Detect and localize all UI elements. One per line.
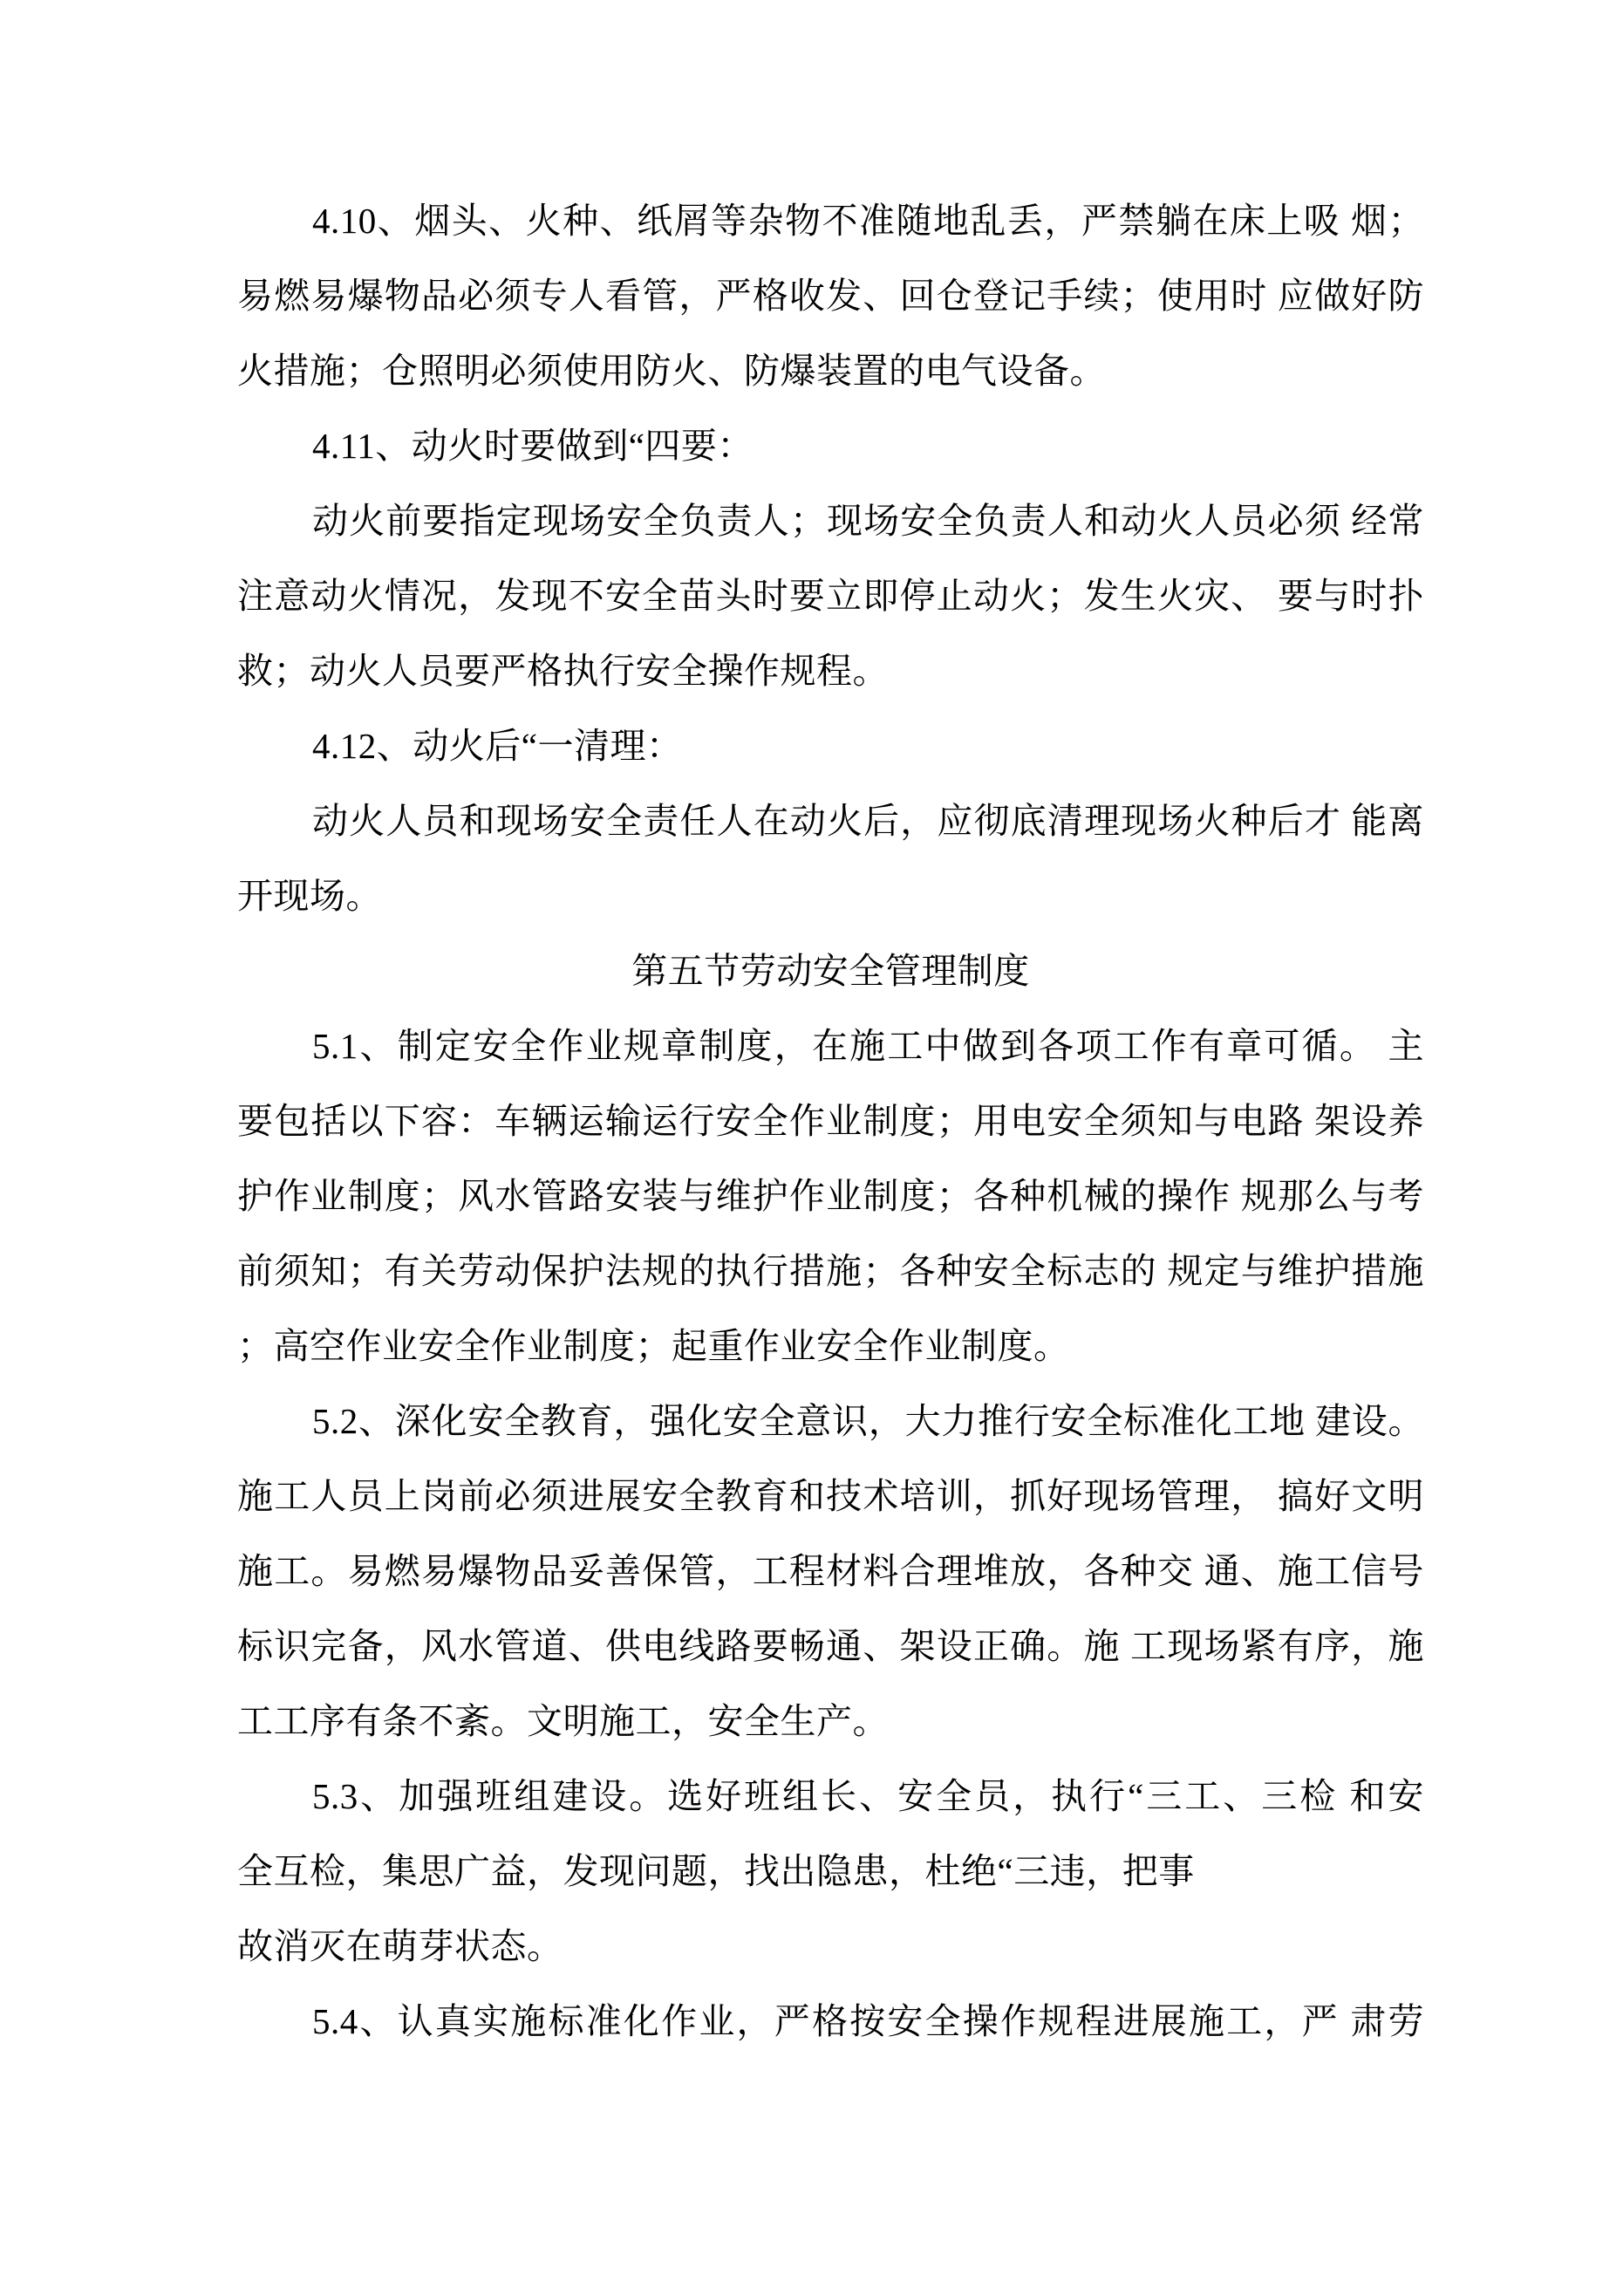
text-line: 5.2、深化安全教育，强化安全意识，大力推行安全标准化工地 建设。 [312, 1401, 1424, 1441]
section-heading: 第五节劳动安全管理制度 [631, 951, 1030, 991]
text-line: 施工。易燃易爆物品妥善保管，工程材料合理堆放，各种交 通、施工信号 [237, 1551, 1424, 1591]
text-line: 工工序有条不紊。文明施工，安全生产。 [237, 1701, 889, 1741]
text-line: 施工人员上岗前必须进展安全教育和技术培训，抓好现场管理， 搞好文明 [237, 1476, 1424, 1516]
text-line: 4.12、动火后“一清理： [312, 726, 683, 766]
text-line: ；高空作业安全作业制度；起重作业安全作业制度。 [237, 1326, 1070, 1366]
text-line: 5.1、制定安全作业规章制度，在施工中做到各项工作有章可循。 主 [312, 1026, 1424, 1066]
text-line: 护作业制度；风水管路安装与维护作业制度；各种机械的操作 规那么与考 [237, 1176, 1424, 1216]
text-line: 开现场。 [237, 876, 382, 916]
text-line: 前须知；有关劳动保护法规的执行措施；各种安全标志的 规定与维护措施 [237, 1251, 1424, 1291]
text-line: 故消灭在萌芽状态。 [237, 1926, 563, 1966]
text-line: 全互检，集思广益，发现问题，找出隐患，杜绝“三违，把事 [237, 1851, 1195, 1891]
text-line: 动火人员和现场安全责任人在动火后，应彻底清理现场火种后才 能离 [312, 801, 1424, 841]
text-line: 要包括以下容：车辆运输运行安全作业制度；用电安全须知与电路 架设养 [237, 1101, 1424, 1141]
text-line: 动火前要指定现场安全负责人；现场安全负责人和动火人员必须 经常 [312, 501, 1424, 541]
text-line: 火措施；仓照明必须使用防火、防爆装置的电气设备。 [237, 351, 1106, 391]
text-line: 救；动火人员要严格执行安全操作规程。 [237, 651, 889, 691]
text-line: 注意动火情况，发现不安全苗头时要立即停止动火；发生火灾、 要与时扑 [237, 576, 1424, 616]
text-line: 标识完备，风水管道、供电线路要畅通、架设正确。施 工现场紧有序，施 [237, 1626, 1424, 1666]
text-line: 4.10、烟头、火种、纸屑等杂物不准随地乱丢，严禁躺在床上吸 烟； [312, 201, 1424, 241]
text-line: 4.11、动火时要做到“四要： [312, 426, 754, 466]
document-body [237, 183, 1424, 2059]
text-line: 易燃易爆物品必须专人看管，严格收发、回仓登记手续；使用时 应做好防 [237, 276, 1424, 316]
text-line: 5.4、认真实施标准化作业，严格按安全操作规程进展施工，严 肃劳 [312, 2001, 1424, 2041]
text-line: 5.3、加强班组建设。选好班组长、安全员，执行“三工、三检 和安 [312, 1776, 1424, 1816]
